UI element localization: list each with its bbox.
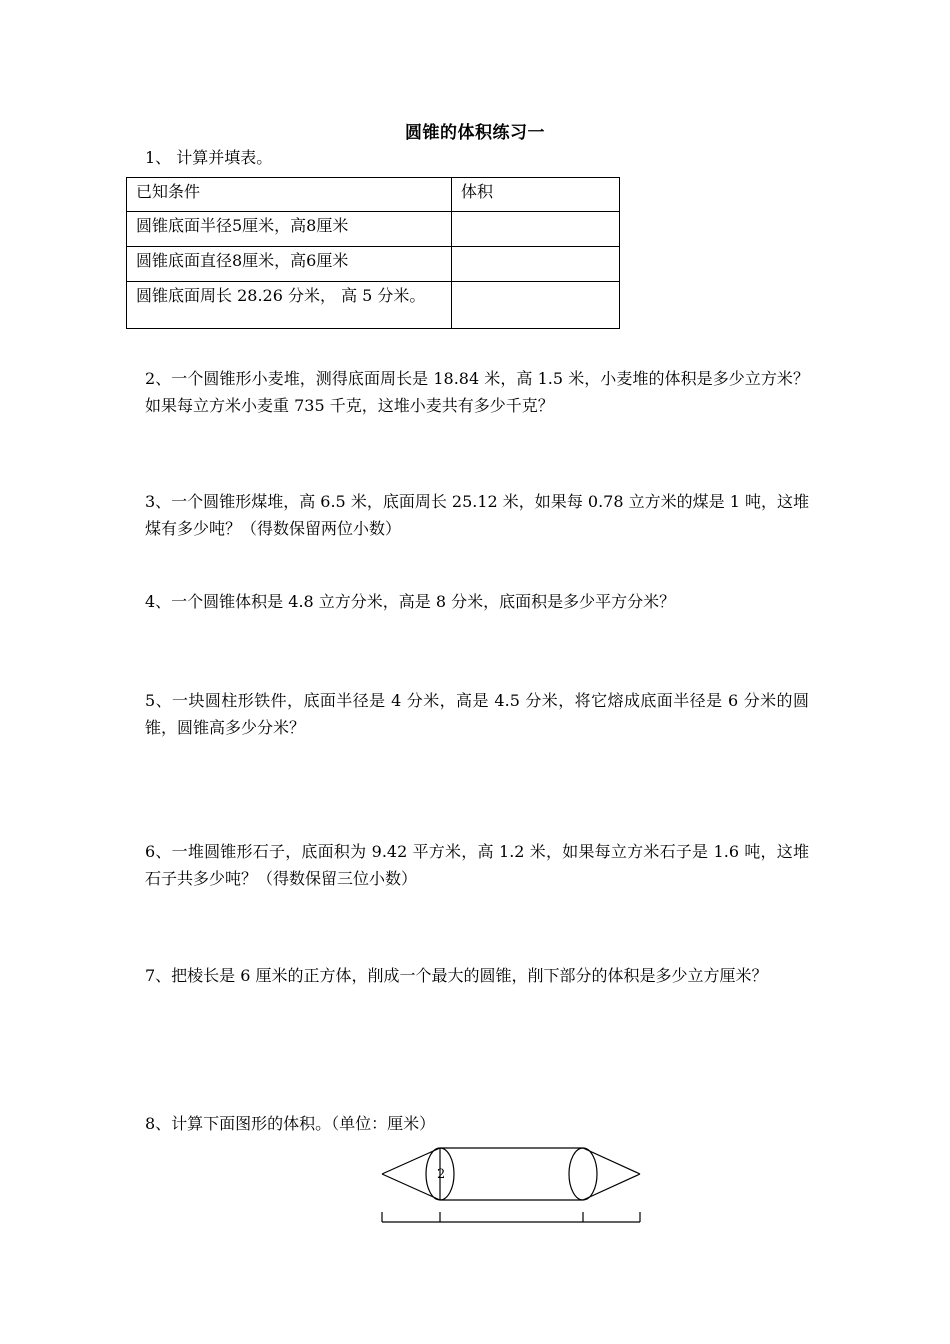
left-cone-lower-edge bbox=[382, 1174, 440, 1200]
question-3: 3、一个圆锥形煤堆，高 6.5 米，底面周长 25.12 米，如果每 0.78 立方米的煤是 1 吨，这堆煤有多少吨？（得数保留两位小数） bbox=[145, 492, 809, 538]
left-cone-upper-edge bbox=[382, 1148, 440, 1174]
question-2: 2、一个圆锥形小麦堆，测得底面周长是 18.84 米，高 1.5 米，小麦堆的体积是多少立方米？如果每立方米小麦重 735 千克，这堆小麦共有多少千克？ bbox=[145, 369, 809, 415]
calc-table bbox=[126, 177, 620, 329]
question-7: 7、把棱长是 6 厘米的正方体，削成一个最大的圆锥，削下部分的体积是多少立方厘米？ bbox=[145, 966, 768, 985]
table-header-row bbox=[127, 178, 620, 212]
question-4: 4、一个圆锥体积是 4.8 立方分米，高是 8 分米，底面积是多少平方分米？ bbox=[145, 592, 676, 611]
right-cone-upper-edge bbox=[583, 1148, 640, 1174]
row-volume-cell[interactable] bbox=[452, 282, 620, 329]
cone-cylinder-figure bbox=[370, 1140, 660, 1235]
table-row bbox=[127, 212, 620, 247]
right-base-ellipse bbox=[569, 1148, 597, 1200]
right-cone-lower-edge bbox=[583, 1174, 640, 1200]
row-condition: 圆锥底面直径8厘米，高6厘米 bbox=[127, 247, 452, 282]
page-title: 圆锥的体积练习一 bbox=[405, 123, 545, 143]
row-volume-cell[interactable] bbox=[452, 247, 620, 282]
header-known-conditions: 已知条件 bbox=[127, 178, 452, 212]
table-row bbox=[127, 282, 620, 329]
diameter-label: 2 bbox=[437, 1167, 446, 1182]
row-condition: 圆锥底面半径5厘米，高8厘米 bbox=[127, 212, 452, 247]
header-volume: 体积 bbox=[452, 178, 620, 212]
row-condition: 圆锥底面周长 28.26 分米， 高 5 分米。 bbox=[127, 282, 452, 329]
table-row bbox=[127, 247, 620, 282]
question-5: 5、一块圆柱形铁件，底面半径是 4 分米，高是 4.5 分米，将它熔成底面半径是 6 分米的圆锥，圆锥高多少分米？ bbox=[145, 691, 809, 737]
row-volume-cell[interactable] bbox=[452, 212, 620, 247]
question-8: 8、计算下面图形的体积。（单位：厘米） bbox=[145, 1114, 436, 1133]
question-1: 1、 计算并填表。 bbox=[145, 148, 273, 167]
question-6: 6、一堆圆锥形石子，底面积为 9.42 平方米，高 1.2 米，如果每立方米石子是 1.6 吨，这堆石子共多少吨？（得数保留三位小数） bbox=[145, 842, 809, 888]
